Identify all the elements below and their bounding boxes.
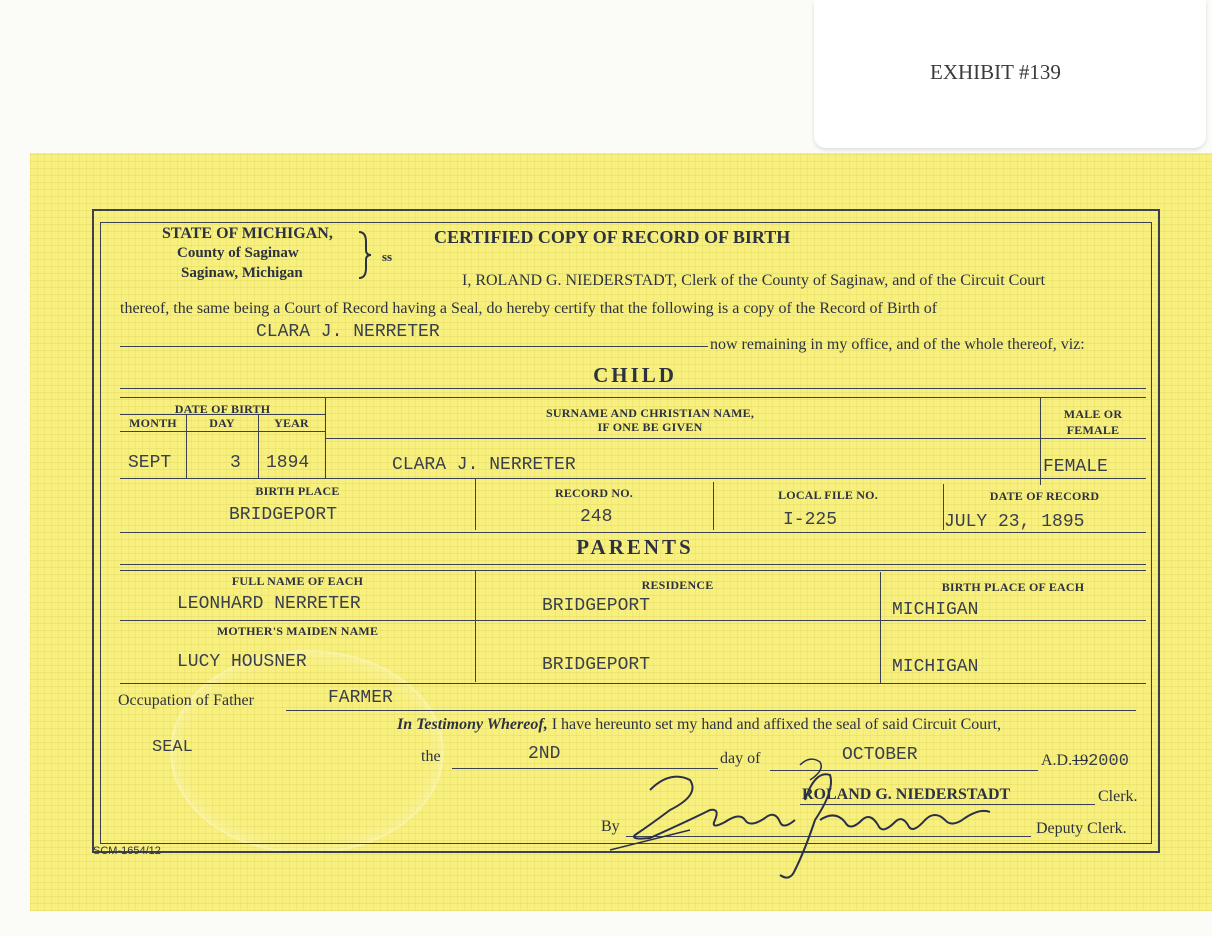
- residence-label: RESIDENCE: [641, 578, 714, 592]
- col-divider-birthplace: [475, 478, 476, 530]
- local-file-no: I-225: [783, 510, 838, 530]
- mother-maiden-label: MOTHER'S MAIDEN NAME: [216, 624, 379, 638]
- by-label: By: [601, 818, 620, 835]
- dob-label: DATE OF BIRTH: [174, 402, 271, 416]
- child-rule-3: [120, 478, 1146, 479]
- testimony-day: 2ND: [528, 744, 561, 764]
- father-occupation: FARMER: [328, 688, 393, 708]
- child-header-rule: [325, 438, 1146, 439]
- mother-birth-place: MICHIGAN: [892, 657, 979, 677]
- testimony-italic: In Testimony Whereof,: [397, 716, 548, 733]
- form-number: SCM-1654/12: [93, 845, 161, 857]
- certificate-title: CERTIFIED COPY OF RECORD OF BIRTH: [434, 227, 791, 247]
- day-label: DAY: [209, 416, 235, 430]
- child-rule-2: [120, 397, 1146, 398]
- testimony-year: 2000: [1088, 752, 1129, 771]
- local-file-label: LOCAL FILE NO.: [778, 488, 878, 502]
- child-name: CLARA J. NERRETER: [392, 455, 576, 475]
- parents-rule-bottom: [120, 683, 1146, 684]
- ad-label: A.D.: [1041, 752, 1073, 769]
- county-label: County of Saginaw: [177, 245, 299, 261]
- parents-section-title: PARENTS: [576, 535, 694, 559]
- father-birth-place: MICHIGAN: [892, 600, 979, 620]
- child-section-title: CHILD: [593, 363, 677, 387]
- occupation-label: Occupation of Father: [118, 692, 254, 709]
- parents-rule-1: [120, 564, 1146, 565]
- sex-label-1: MALE OR: [1063, 407, 1123, 421]
- father-residence: BRIDGEPORT: [542, 596, 651, 616]
- parents-rule-3: [120, 620, 1146, 621]
- seal-label: SEAL: [152, 738, 193, 757]
- col-divider-month: [186, 414, 187, 478]
- surname-label-2: IF ONE BE GIVEN: [597, 420, 703, 434]
- occupation-underline: [286, 710, 1136, 711]
- certify-line-1: I, ROLAND G. NIEDERSTADT, Clerk of the County of Saginaw, and of the Circuit Court: [462, 272, 1046, 289]
- col-divider-residence: [880, 572, 881, 684]
- surname-label-1: SURNAME AND CHRISTIAN NAME,: [545, 406, 755, 420]
- col-divider-name: [475, 570, 476, 682]
- clerk-name: ROLAND G. NIEDERSTADT: [802, 786, 1011, 803]
- month-label: MONTH: [129, 416, 177, 430]
- city-label: Saginaw, Michigan: [181, 265, 303, 281]
- testimony-month: OCTOBER: [842, 745, 918, 765]
- parent-birth-place-label: BIRTH PLACE OF EACH: [941, 580, 1085, 594]
- father-name: LEONHARD NERRETER: [177, 594, 361, 614]
- clerk-title: Clerk.: [1098, 788, 1138, 805]
- parents-rule-top: [120, 532, 1146, 533]
- state-label: STATE OF MICHIGAN,: [162, 225, 333, 242]
- dob-rule-2: [120, 431, 325, 432]
- col-divider-year: [325, 397, 326, 478]
- birth-place-label: BIRTH PLACE: [255, 484, 340, 498]
- struck-century: 19: [1072, 752, 1089, 769]
- child-sex: FEMALE: [1043, 457, 1108, 477]
- record-no: 248: [580, 507, 613, 527]
- birth-place: BRIDGEPORT: [229, 505, 338, 525]
- certify-line-3: now remaining in my office, and of the whole thereof, viz:: [710, 336, 1085, 353]
- ss-label: ss: [382, 249, 393, 264]
- brace-icon: [356, 230, 374, 280]
- birth-day: 3: [230, 453, 241, 473]
- birth-year: 1894: [266, 453, 310, 473]
- mother-residence: BRIDGEPORT: [542, 655, 651, 675]
- mother-name: LUCY HOUSNER: [177, 652, 307, 672]
- day-of-label: day of: [720, 750, 761, 767]
- certify-name: CLARA J. NERRETER: [256, 322, 440, 342]
- child-rule-top: [120, 388, 1146, 389]
- parents-rule-2: [120, 570, 1146, 571]
- deputy-signature: [590, 750, 1020, 890]
- record-no-label: RECORD NO.: [554, 486, 633, 500]
- deputy-clerk-title: Deputy Clerk.: [1036, 820, 1127, 837]
- exhibit-label: EXHIBIT #139: [930, 60, 1061, 84]
- testimony-text: I have hereunto set my hand and affixed the seal of said Circuit Court,: [551, 716, 1002, 733]
- col-divider-sex: [1040, 397, 1041, 485]
- col-divider-day: [258, 414, 259, 478]
- year-label: YEAR: [274, 416, 309, 430]
- sex-label-2: FEMALE: [1066, 423, 1120, 437]
- name-underline: [120, 346, 708, 347]
- full-name-label: FULL NAME OF EACH: [231, 574, 364, 588]
- col-divider-record: [713, 482, 714, 530]
- dob-rule: [120, 414, 325, 415]
- date-of-record: JULY 23, 1895: [944, 512, 1085, 532]
- the-label: the: [421, 748, 441, 765]
- birth-month: SEPT: [128, 453, 172, 473]
- date-of-record-label: DATE OF RECORD: [989, 489, 1100, 503]
- certify-line-2: thereof, the same being a Court of Record having a Seal, do hereby certify that the following is a copy of the Record of Birth of: [120, 300, 938, 317]
